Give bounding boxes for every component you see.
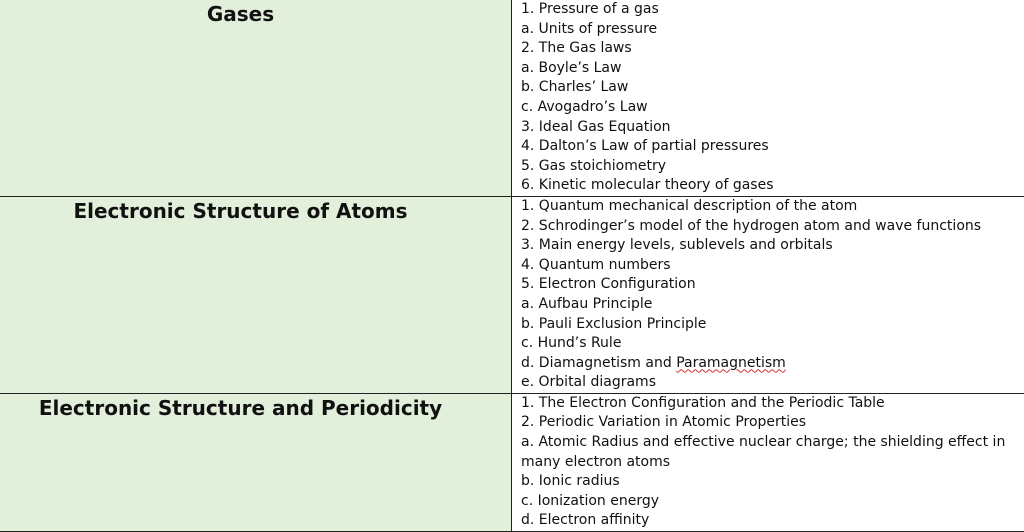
topic-cell [0, 196, 512, 393]
list-item: e. Orbital diagrams [521, 373, 1020, 393]
list-item: a. Boyle’s Law [521, 59, 1020, 79]
list-item: 3. Ideal Gas Equation [521, 118, 1020, 138]
list-item: 5. Gas stoichiometry [521, 157, 1020, 177]
list-item: 4. Quantum numbers [521, 256, 1020, 276]
spellcheck-word: Paramagnetism [676, 355, 786, 371]
list-item: a. Units of pressure [521, 20, 1020, 40]
topic-cell [0, 393, 512, 531]
subtopic-list [512, 0, 1024, 196]
list-item: 2. Periodic Variation in Atomic Properties [521, 413, 1020, 433]
topic-title: Gases [0, 0, 511, 26]
list-item: c. Avogadro’s Law [521, 98, 1020, 118]
list-item: 2. Schrodinger’s model of the hydrogen atom and wave functions [521, 217, 1020, 237]
list-item: 5. Electron Configuration [521, 275, 1020, 295]
list-item: 1. The Electron Configuration and the Periodic Table [521, 394, 1020, 414]
list-item: 4. Dalton’s Law of partial pressures [521, 137, 1020, 157]
list-item: 2. The Gas laws [521, 39, 1020, 59]
subtopic-list [512, 394, 1024, 531]
list-item: d. Electron affinity [521, 511, 1020, 531]
topic-title: Electronic Structure of Atoms [0, 197, 511, 223]
list-item: 6. Kinetic molecular theory of gases [521, 176, 1020, 196]
list-item-text: d. Diamagnetism and [521, 355, 676, 371]
list-item: a. Aufbau Principle [521, 295, 1020, 315]
table-row [0, 0, 1024, 196]
content-cell [512, 393, 1024, 531]
list-item: b. Ionic radius [521, 472, 1020, 492]
topic-title: Electronic Structure and Periodicity [0, 394, 511, 420]
list-item: b. Pauli Exclusion Principle [521, 315, 1020, 335]
list-item: 1. Quantum mechanical description of the atom [521, 197, 1020, 217]
content-cell [512, 0, 1024, 196]
table-row [0, 393, 1024, 531]
list-item: c. Ionization energy [521, 492, 1020, 512]
list-item: b. Charles’ Law [521, 78, 1020, 98]
subtopic-list [512, 197, 1024, 393]
list-item: c. Hund’s Rule [521, 334, 1020, 354]
list-item: a. Atomic Radius and effective nuclear charge; the shielding effect in many electron atoms [521, 433, 1020, 472]
table-row [0, 196, 1024, 393]
list-item: 1. Pressure of a gas [521, 0, 1020, 20]
topic-cell [0, 0, 512, 196]
list-item [521, 354, 1020, 374]
content-cell [512, 196, 1024, 393]
list-item: 3. Main energy levels, sublevels and orbitals [521, 236, 1020, 256]
